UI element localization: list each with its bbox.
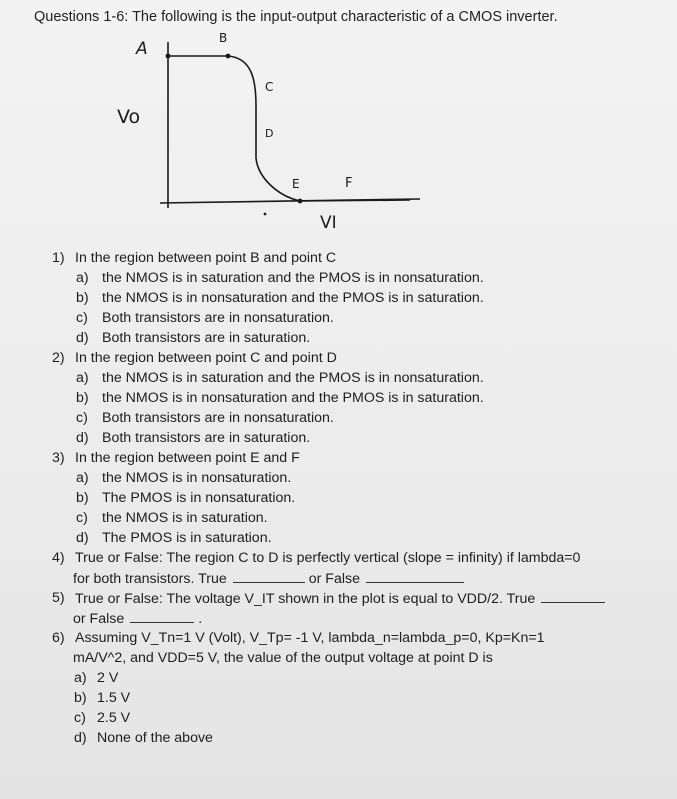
questions-header: Questions 1-6: The following is the input-output characteristic of a CMOS inverter. xyxy=(34,9,558,25)
question-number: 2) xyxy=(52,350,65,366)
false-blank[interactable] xyxy=(130,608,194,623)
question-6 xyxy=(52,628,672,648)
question-number: 4) xyxy=(52,550,65,566)
true-blank[interactable] xyxy=(233,568,305,583)
label-e: E xyxy=(292,177,300,191)
true-blank[interactable] xyxy=(541,588,605,603)
question-5-continued: or False . xyxy=(52,608,672,628)
option: c) Both transistors are in nonsaturation. xyxy=(76,310,334,326)
option: b) the NMOS is in nonsaturation and the PMOS is in saturation. xyxy=(76,290,484,306)
question-text: mA/V^2, and VDD=5 V, the value of the output voltage at point D is xyxy=(73,650,493,666)
label-a: A xyxy=(136,39,148,59)
option: b) 1.5 V xyxy=(74,690,131,706)
label-vi: VI xyxy=(320,213,337,233)
point-a-dot xyxy=(166,54,171,59)
question-5 xyxy=(52,588,672,608)
point-b-dot xyxy=(226,54,231,59)
point-e-dot xyxy=(298,199,303,204)
option: a) the NMOS is in saturation and the PMOS is in nonsaturation. xyxy=(76,270,484,286)
option: a) the NMOS is in nonsaturation. xyxy=(76,470,292,486)
question-number: 1) xyxy=(52,250,65,266)
question-text: True or False: The voltage V_IT shown in the plot is equal to VDD/2. True xyxy=(75,591,536,607)
label-b: B xyxy=(219,31,228,45)
option: d) None of the above xyxy=(74,730,213,746)
question-2 xyxy=(52,348,672,368)
question-text: Assuming V_Tn=1 V (Volt), V_Tp= -1 V, lambda_n=lambda_p=0, Kp=Kn=1 xyxy=(75,630,545,646)
option: a) the NMOS is in saturation and the PMOS is in nonsaturation. xyxy=(76,370,484,386)
option: a) 2 V xyxy=(74,670,119,686)
option: b) The PMOS is in nonsaturation. xyxy=(76,490,296,506)
option: d) Both transistors are in saturation. xyxy=(76,330,311,346)
true-label: for both transistors. True xyxy=(73,571,227,587)
inverter-characteristic-plot xyxy=(0,28,677,243)
option: b) the NMOS is in nonsaturation and the PMOS is in saturation. xyxy=(76,390,484,406)
question-number: 6) xyxy=(52,630,65,646)
question-4 xyxy=(52,548,672,568)
question-3 xyxy=(52,448,672,468)
question-number: 5) xyxy=(52,590,65,606)
false-label: or False xyxy=(308,571,360,587)
option: c) 2.5 V xyxy=(74,710,131,726)
question-list xyxy=(52,248,672,748)
false-label: or False xyxy=(73,611,125,627)
option: d) The PMOS is in saturation. xyxy=(76,530,272,546)
false-blank[interactable] xyxy=(366,568,464,583)
option: c) Both transistors are in nonsaturation. xyxy=(76,410,334,426)
label-c: C xyxy=(265,80,274,94)
question-1 xyxy=(52,248,672,268)
question-text: In the region between point E and F xyxy=(75,450,300,466)
label-vo: Vo xyxy=(117,106,141,128)
question-text: In the region between point C and point D xyxy=(75,350,337,366)
question-4-continued xyxy=(52,568,672,588)
label-d: D xyxy=(265,127,274,140)
stray-dot xyxy=(264,213,267,216)
label-f: F xyxy=(345,176,353,191)
option: d) Both transistors are in saturation. xyxy=(76,430,311,446)
question-number: 3) xyxy=(52,450,65,466)
question-text: In the region between point B and point C xyxy=(75,250,337,266)
transfer-curve xyxy=(168,56,410,201)
question-6-continued xyxy=(52,648,672,668)
option: c) the NMOS is in saturation. xyxy=(76,510,268,526)
question-text: True or False: The region C to D is perfectly vertical (slope = infinity) if lambda=0 xyxy=(75,550,581,566)
